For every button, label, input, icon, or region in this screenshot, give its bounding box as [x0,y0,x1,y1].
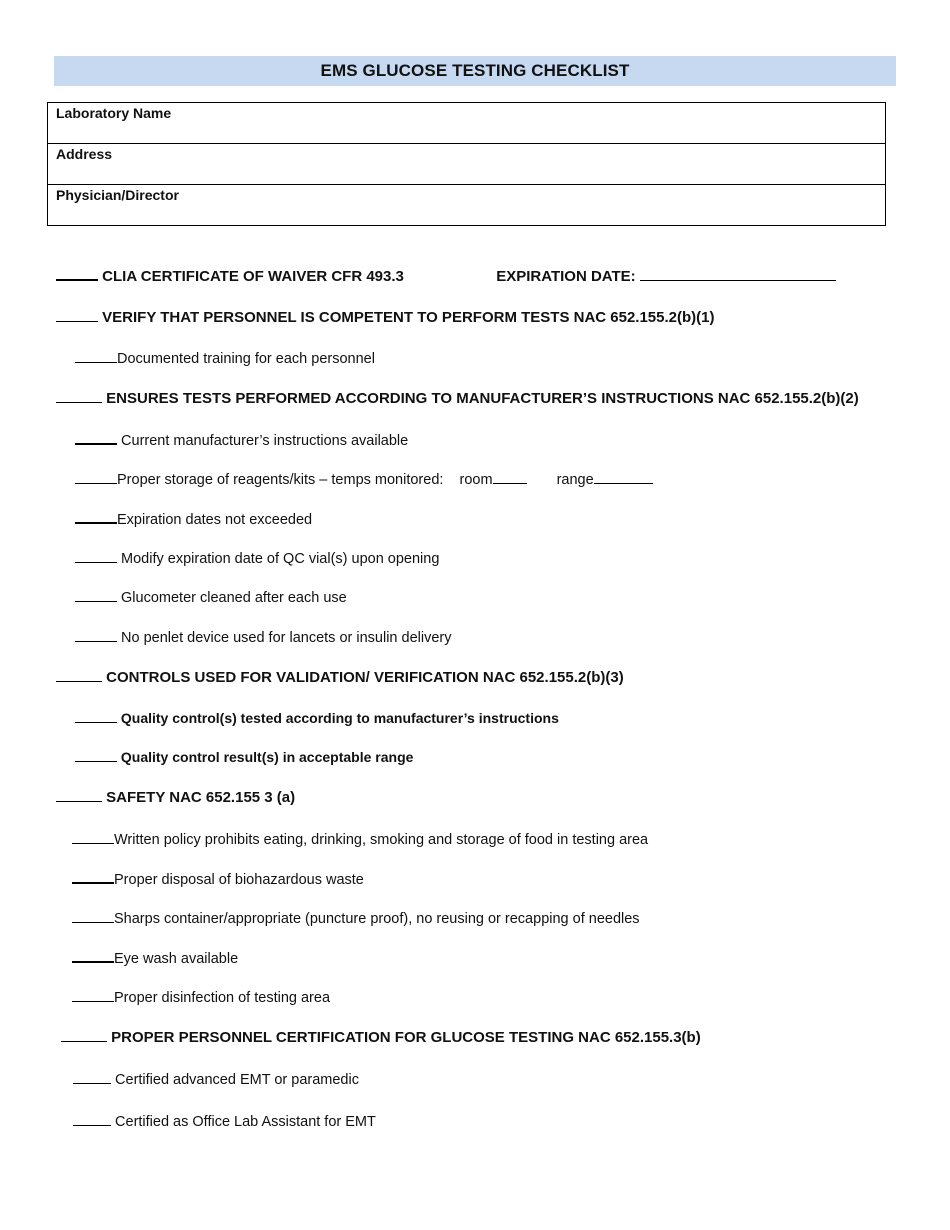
checklist-item [72,828,648,850]
safety-check-blank[interactable] [56,786,102,802]
item-check-blank[interactable] [75,586,117,602]
certification-check-blank[interactable] [61,1026,107,1042]
page-title: EMS GLUCOSE TESTING CHECKLIST [320,61,630,80]
item-label: No penlet device used for lancets or insulin delivery [121,630,452,646]
controls-label: CONTROLS USED FOR VALIDATION/ VERIFICATION NAC 652.155.2(b)(3) [106,669,624,686]
item-check-blank[interactable] [75,547,117,563]
item-check-blank[interactable] [72,986,114,1002]
checklist-item [75,547,439,569]
lab-info-table [47,102,886,226]
item-label: Expiration dates not exceeded [117,512,313,528]
clia-label: CLIA CERTIFICATE OF WAIVER CFR 493.3 [102,268,404,285]
expiration-date-label: EXPIRATION DATE: [496,268,636,285]
item-check-blank[interactable] [75,347,117,363]
item-label: Written policy prohibits eating, drinking, smoking and storage of food in testing area [114,832,649,848]
item-check-blank[interactable] [75,468,117,484]
checklist-item [72,946,238,969]
checklist-item [75,347,375,369]
certification-label: PROPER PERSONNEL CERTIFICATION FOR GLUCOSE TESTING NAC 652.155.3(b) [111,1029,701,1046]
item-check-blank[interactable] [73,1110,111,1126]
item-check-blank[interactable] [75,626,117,642]
item-check-blank[interactable] [75,746,117,762]
room-label: room [459,472,493,488]
item-label: Modify expiration date of QC vial(s) upon opening [121,551,440,567]
verify-personnel-check-blank[interactable] [56,306,98,322]
physician-row [48,185,886,226]
item-label: Current manufacturer’s instructions available [121,433,409,449]
item-check-blank[interactable] [75,507,117,524]
manufacturer-label: ENSURES TESTS PERFORMED ACCORDING TO MANUFACTURER’S INSTRUCTIONS NAC 652.155.2(b)(2) [106,390,859,407]
item-label: Proper disinfection of testing area [114,990,331,1006]
range-label: range [556,472,594,488]
lab-name-row [48,103,886,144]
checklist-item [75,507,312,530]
item-label: Proper storage of reagents/kits – temps monitored: [117,472,444,488]
checklist-item [72,907,640,929]
range-temp-blank[interactable] [594,468,653,484]
checklist-item [75,586,347,608]
clia-check-blank[interactable] [56,264,98,281]
item-check-blank[interactable] [72,907,114,923]
checklist-item [72,986,330,1008]
item-label: Quality control(s) tested according to manufacturer’s instructions [120,710,559,726]
verify-personnel-section [56,306,715,328]
item-check-blank[interactable] [73,1068,111,1084]
checklist-item [73,1110,376,1132]
item-check-blank[interactable] [75,428,117,445]
checklist-item [75,707,559,728]
physician-director-field[interactable]: Physician/Director [48,185,886,226]
checklist-item [73,1068,359,1090]
item-label: Documented training for each personnel [117,351,375,367]
manufacturer-check-blank[interactable] [56,387,102,403]
address-field[interactable]: Address [48,144,886,185]
title-bar [54,56,896,86]
item-label: Quality control result(s) in acceptable range [120,749,414,765]
safety-section [56,786,295,808]
controls-check-blank[interactable] [56,666,102,682]
item-label: Glucometer cleaned after each use [121,590,347,606]
room-temp-blank[interactable] [493,468,527,484]
item-check-blank[interactable] [75,707,117,723]
expiration-date-blank[interactable] [640,265,836,281]
item-label: Certified as Office Lab Assistant for EMT [115,1114,376,1130]
safety-label: SAFETY NAC 652.155 3 (a) [106,789,296,806]
item-label: Certified advanced EMT or paramedic [115,1072,359,1088]
checklist-item [75,468,653,490]
controls-section [56,666,624,688]
item-label: Proper disposal of biohazardous waste [114,872,364,888]
verify-personnel-label: VERIFY THAT PERSONNEL IS COMPETENT TO PERFORM TESTS NAC 652.155.2(b)(1) [102,309,715,326]
clia-section [56,264,836,287]
item-check-blank[interactable] [72,946,114,963]
item-check-blank[interactable] [72,828,114,844]
address-row [48,144,886,185]
checklist-item [72,867,364,890]
item-label: Sharps container/appropriate (puncture proof), no reusing or recapping of needles [114,911,640,927]
laboratory-name-field[interactable]: Laboratory Name [48,103,886,144]
item-check-blank[interactable] [72,867,114,884]
checklist-item [75,428,408,451]
certification-section [61,1026,701,1048]
item-label: Eye wash available [114,951,239,967]
checklist-item [75,746,413,767]
checklist-item [75,626,452,648]
manufacturer-section [56,387,859,409]
